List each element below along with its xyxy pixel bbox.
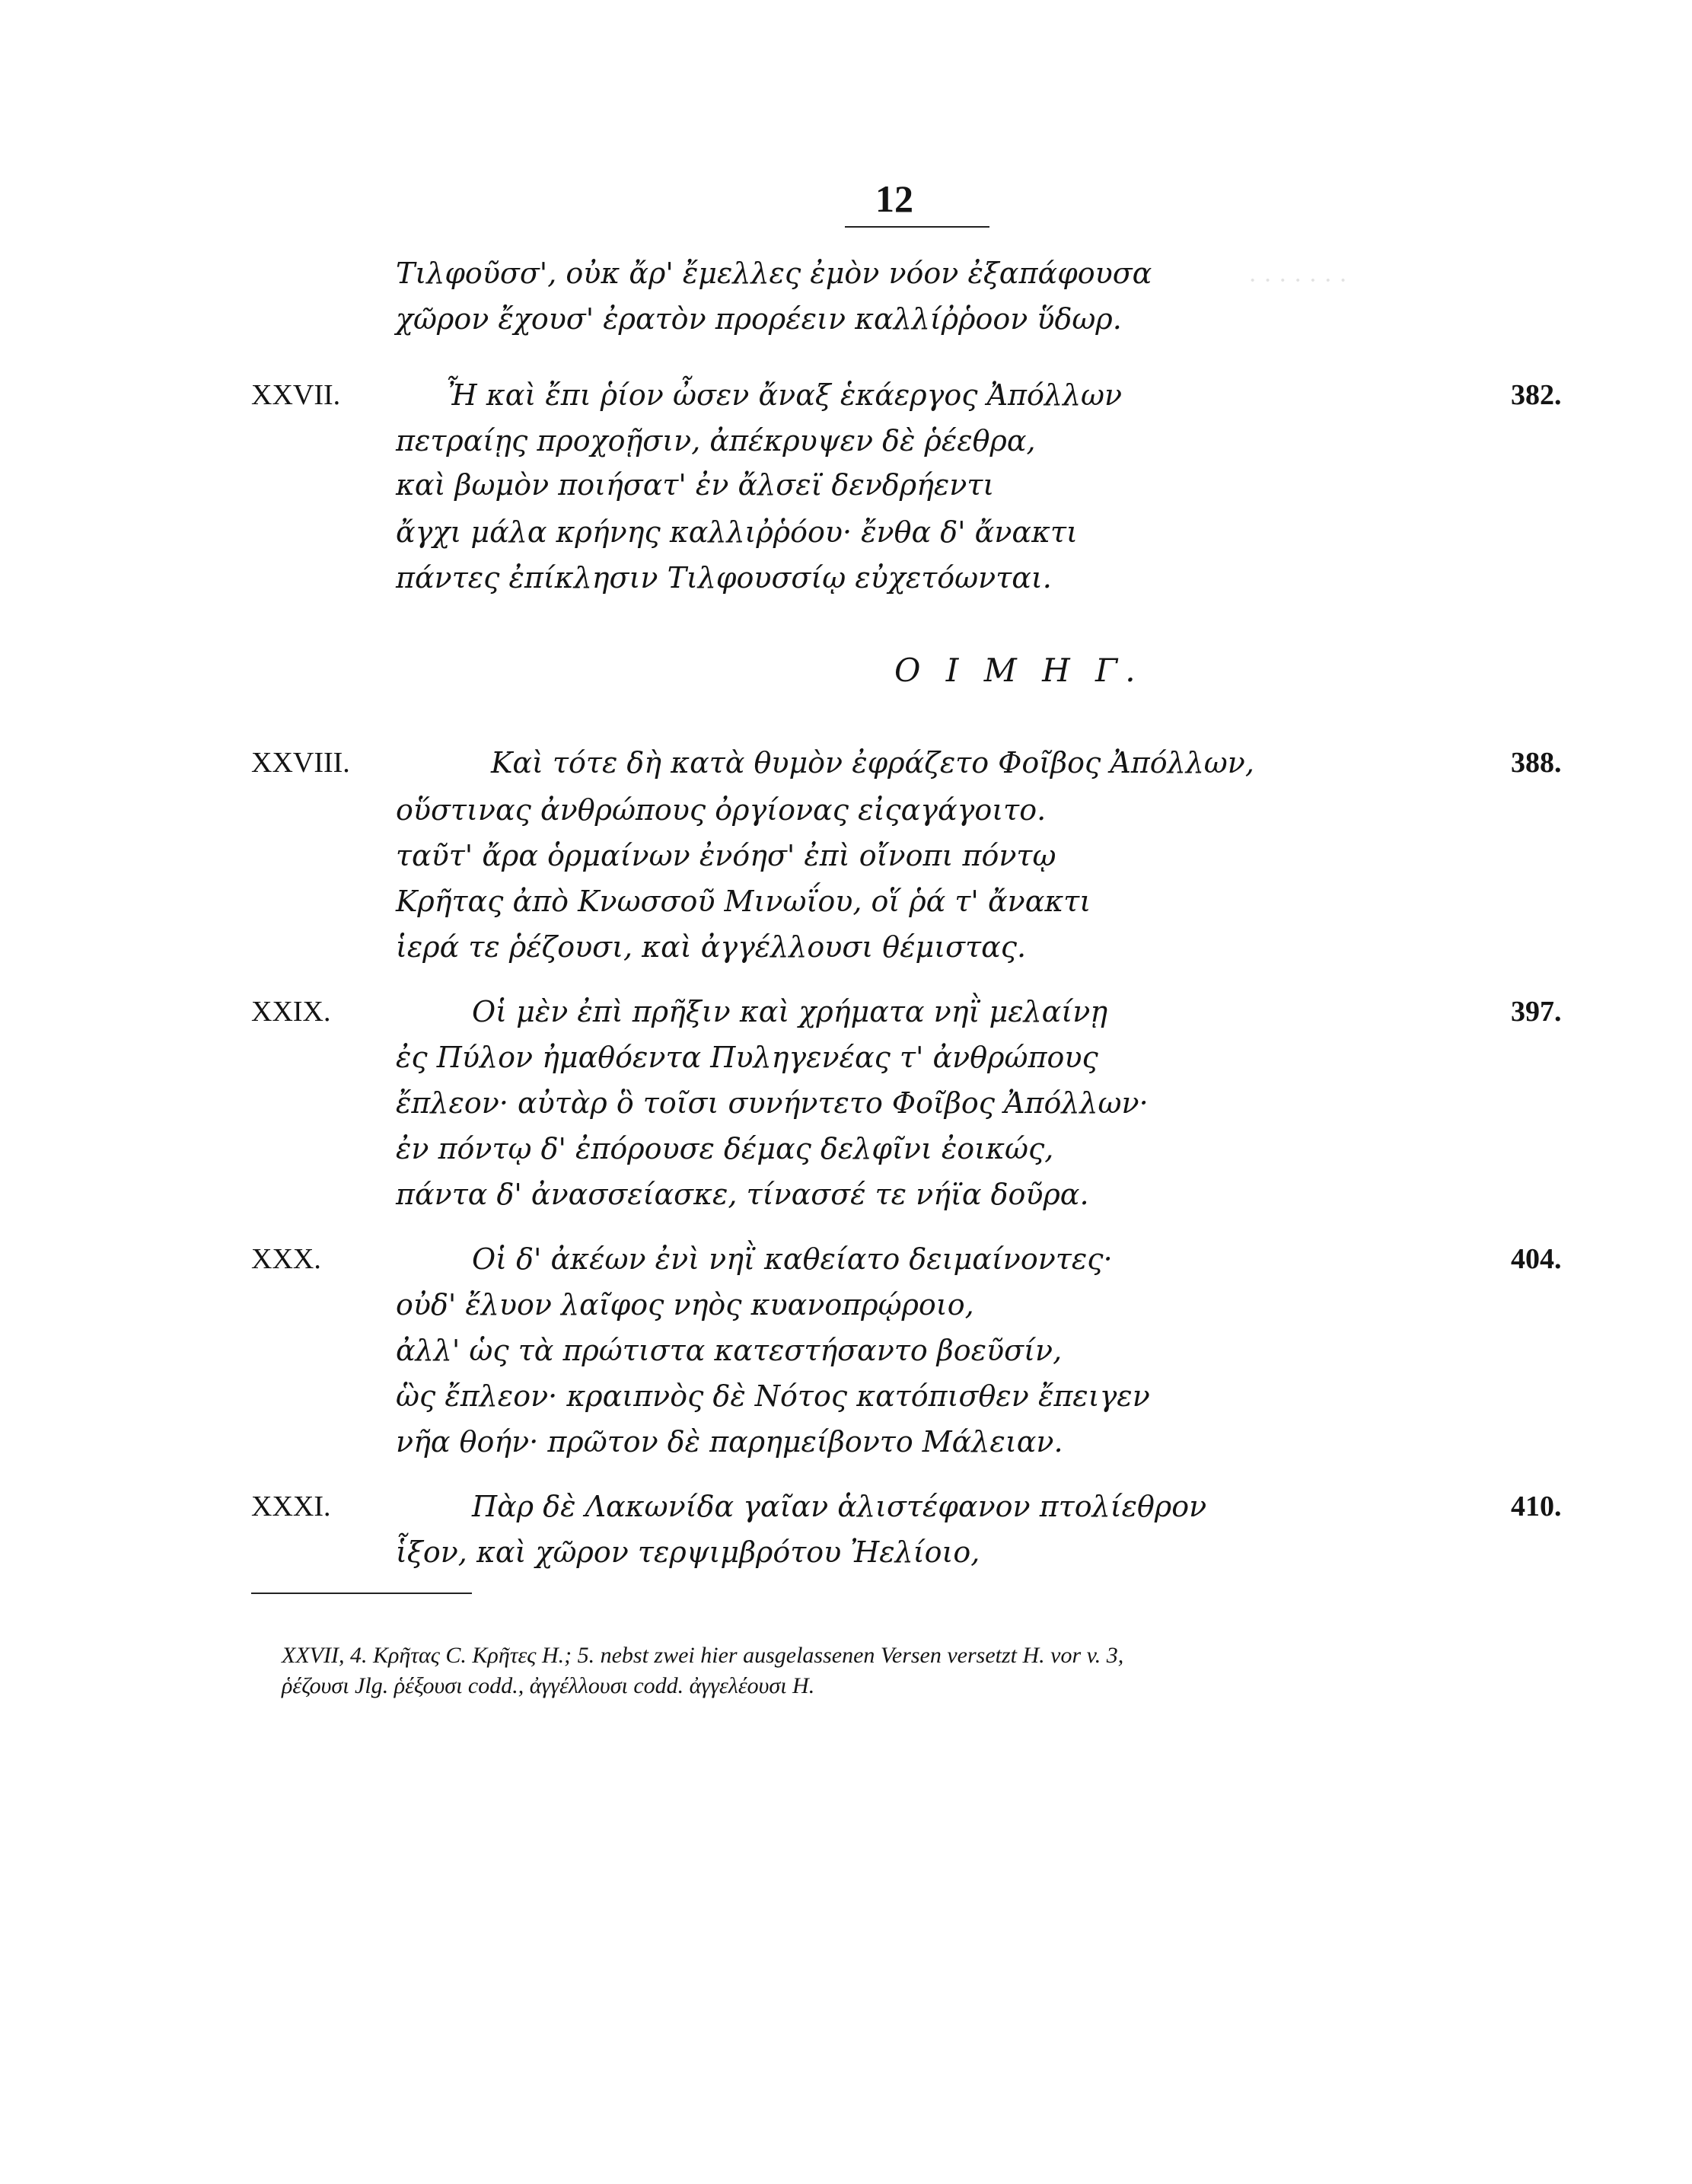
stanza-numeral: XXVII. bbox=[251, 379, 341, 411]
verse-number: 404. bbox=[1511, 1243, 1562, 1275]
page-number-rule bbox=[845, 226, 989, 228]
page-number: 12 bbox=[875, 177, 913, 220]
verse-line: ὣς ἔπλεον· κραιπνὸς δὲ Νότος κατόπισθεν ἔπειγεν bbox=[396, 1379, 1150, 1413]
verse-number: 382. bbox=[1511, 379, 1562, 411]
verse-line: πετραίῃς προχοῇσιν, ἀπέκρυψεν δὲ ῥέεθρα, bbox=[396, 424, 1036, 458]
verse-line: ἷξον, καὶ χῶρον τερψιμβρότου Ἠελίοιο, bbox=[396, 1535, 980, 1569]
verse-line: πάντες ἐπίκλησιν Τιλφουσσίῳ εὐχετόωνται. bbox=[396, 561, 1052, 595]
verse-line: ἱερά τε ῥέζουσι, καὶ ἀγγέλλουσι θέμιστας. bbox=[396, 930, 1027, 964]
verse-number: 410. bbox=[1511, 1491, 1562, 1522]
verse-line: οὕστινας ἀνθρώπους ὀργίονας εἰςαγάγοιτο. bbox=[396, 793, 1047, 827]
verse-line: ταῦτ' ἄρα ὁρμαίνων ἐνόησ' ἐπὶ οἴνοπι πόντῳ bbox=[396, 839, 1056, 872]
verse-line: ἐν πόντῳ δ' ἐπόρουσε δέμας δελφῖνι ἐοικώς, bbox=[396, 1132, 1054, 1165]
stanza-numeral: XXVIII. bbox=[251, 747, 350, 779]
verse-line: ἀλλ' ὡς τὰ πρώτιστα κατεστήσαντο βοεῦσίν, bbox=[396, 1334, 1063, 1367]
continuation-line: Τιλφοῦσσ', οὐκ ἄρ' ἔμελλες ἐμὸν νόον ἐξαπάφουσα bbox=[396, 257, 1152, 290]
verse-line: Οἱ δ' ἀκέων ἐνὶ νηῒ καθείατο δειμαίνοντες· bbox=[472, 1242, 1113, 1276]
section-heading: Ο Ι Μ Η Γ. bbox=[894, 652, 1143, 689]
continuation-line: χῶρον ἔχουσ' ἐρατὸν προρέειν καλλίῤῥοον ὕδωρ. bbox=[396, 302, 1122, 336]
footnote-rule bbox=[251, 1593, 472, 1594]
verse-line: Ἦ καὶ ἔπι ῥίον ὦσεν ἄναξ ἑκάεργος Ἀπόλλων bbox=[445, 378, 1123, 412]
stanza-numeral: XXIX. bbox=[251, 996, 331, 1028]
verse-line: οὐδ' ἔλυον λαῖφος νηὸς κυανοπρῴροιο, bbox=[396, 1288, 974, 1322]
footnote-line: ῥέζουσι Jlg. ῥέξουσι codd., ἀγγέλλουσι codd. ἀγγελέουσι H. bbox=[282, 1673, 815, 1698]
stanza-numeral: XXXI. bbox=[251, 1491, 331, 1522]
verse-line: ἔπλεον· αὐτὰρ ὃ τοῖσι συνήντετο Φοῖβος Ἀπόλλων· bbox=[396, 1086, 1149, 1120]
verse-line: Οἱ μὲν ἐπὶ πρῆξιν καὶ χρήματα νηῒ μελαίνῃ bbox=[472, 995, 1108, 1028]
bleed-through-text: · · · · · · · bbox=[1248, 266, 1348, 295]
verse-line: πάντα δ' ἀνασσείασκε, τίνασσέ τε νήϊα δοῦρα. bbox=[396, 1178, 1089, 1211]
verse-line: καὶ βωμὸν ποιήσατ' ἐν ἄλσεϊ δενδρήεντι bbox=[396, 468, 995, 502]
verse-number: 397. bbox=[1511, 996, 1562, 1028]
verse-number: 388. bbox=[1511, 747, 1562, 779]
verse-line: Κρῆτας ἀπὸ Κνωσσοῦ Μινωΐου, οἵ ῥά τ' ἄνακτι bbox=[396, 885, 1091, 918]
verse-line: Πὰρ δὲ Λακωνίδα γαῖαν ἁλιστέφανον πτολίεθρον bbox=[472, 1490, 1207, 1523]
footnote-line: XXVII, 4. Κρῆτας C. Κρῆτες H.; 5. nebst zwei hier ausgelassenen Versen versetzt H. vor v. 3, bbox=[282, 1643, 1124, 1668]
verse-line: νῆα θοήν· πρῶτον δὲ παρημείβοντο Μάλειαν. bbox=[396, 1425, 1063, 1459]
stanza-numeral: XXX. bbox=[251, 1243, 321, 1275]
verse-line: ἄγχι μάλα κρήνης καλλιῤῥόου· ἔνθα δ' ἄνακτι bbox=[396, 515, 1078, 549]
verse-line: ἐς Πύλον ἠμαθόεντα Πυληγενέας τ' ἀνθρώπους bbox=[396, 1041, 1098, 1074]
verse-line: Καὶ τότε δὴ κατὰ θυμὸν ἐφράζετο Φοῖβος Ἀπόλλων, bbox=[491, 746, 1254, 780]
